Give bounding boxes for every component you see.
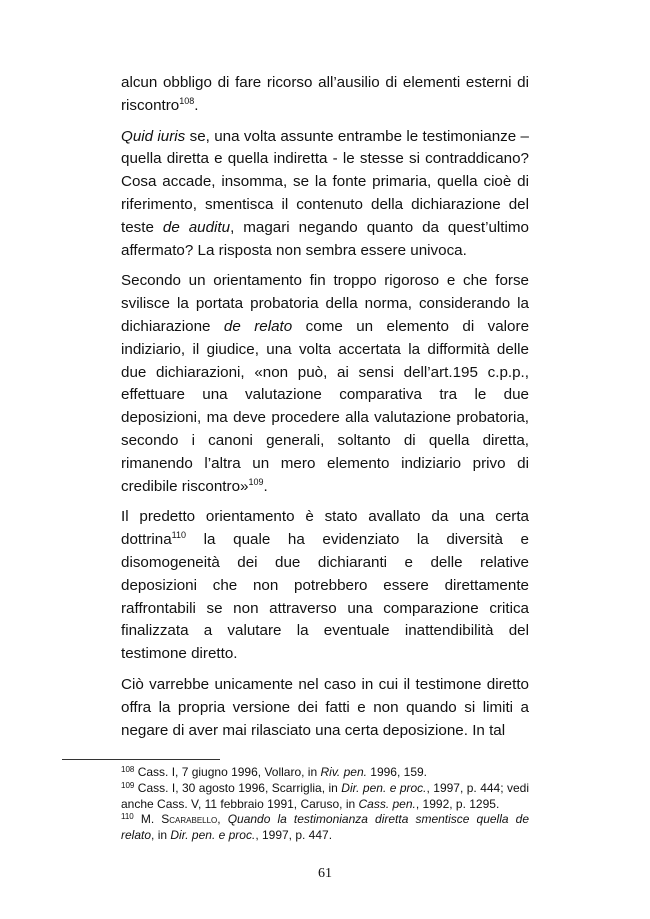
footnote-109: $^{109}$ Cass. I, 30 agosto 1996, Scarriglia, in Dir. pen. e proc., 1997, p. 444; vedi anche Cass. V, 11 febbraio 1991, Caruso, in Cass. pen., 1992, p. 1295. xyxy=(121,780,529,811)
footnotes xyxy=(121,765,529,844)
footnote-divider xyxy=(62,759,220,760)
footnote-ref-109[interactable]: 109 xyxy=(248,476,264,487)
paragraph-1: alcun obbligo di fare ricorso all’ausilio di elementi esterni di riscontro$^{108}$. xyxy=(121,74,529,114)
footnote-ref-108[interactable]: 108 xyxy=(179,95,195,106)
footnote-108: $^{108}$ Cass. I, 7 giugno 1996, Vollaro, in Riv. pen. 1996, 159. xyxy=(121,765,428,779)
paragraph-5: Ciò varrebbe unicamente nel caso in cui il testimone diretto offra la propria versione dei fatti e non quando si limiti a negare di aver mai rilasciato una certa deposizione. In tal xyxy=(121,675,529,739)
paragraph-3: Secondo un orientamento fin troppo rigoroso e che forse svilisce la portata probatoria della norma, considerando la dichiarazione de relato come un elemento di valore indiziario, il giudice, una volta accertata la difformità delle due dichiarazioni, «non può, ai sensi dell’art.195 c.p.p., effettuare una valutazione comparativa tra le due deposizioni, ma deve procedere alla valutazione probatoria, secondo i canoni generali, soltanto di quella diretta, rimanendo l’altra un mero elemento indiziario privo di credibile riscontro»$^{109}$. xyxy=(121,272,530,495)
paragraph-4: Il predetto orientamento è stato avallato da una certa dottrina$^{110}$ la quale ha evidenziato la diversità e disomogeneità dei due dichiaranti e delle relative deposizioni che non potrebbero essere direttamente raffrontabili se non attraverso una comparazione critica finalizzata a valutare la eventuale inattendibilità del testimone diretto. xyxy=(121,508,529,663)
body-text xyxy=(121,72,529,750)
footnote-110: $^{110}$ M. Scarabello, Quando la testimonianza diretta smentisce quella de relato, in Dir. pen. e proc., 1997, p. 447. xyxy=(121,812,529,843)
paragraph-2: Quid iuris se, una volta assunte entrambe le testimonianze – quella diretta e quella indiretta - le stesse si contraddicano? Cosa accade, insomma, se la fonte primaria, quella cioè di riferimento, smentisca il contenuto della dichiarazione del teste de auditu, magari negando quanto da quest’ultimo affermato? La risposta non sembra essere univoca. xyxy=(121,127,530,259)
footnote-ref-110[interactable]: 110 xyxy=(171,530,187,541)
page-number: 61 xyxy=(318,866,332,881)
